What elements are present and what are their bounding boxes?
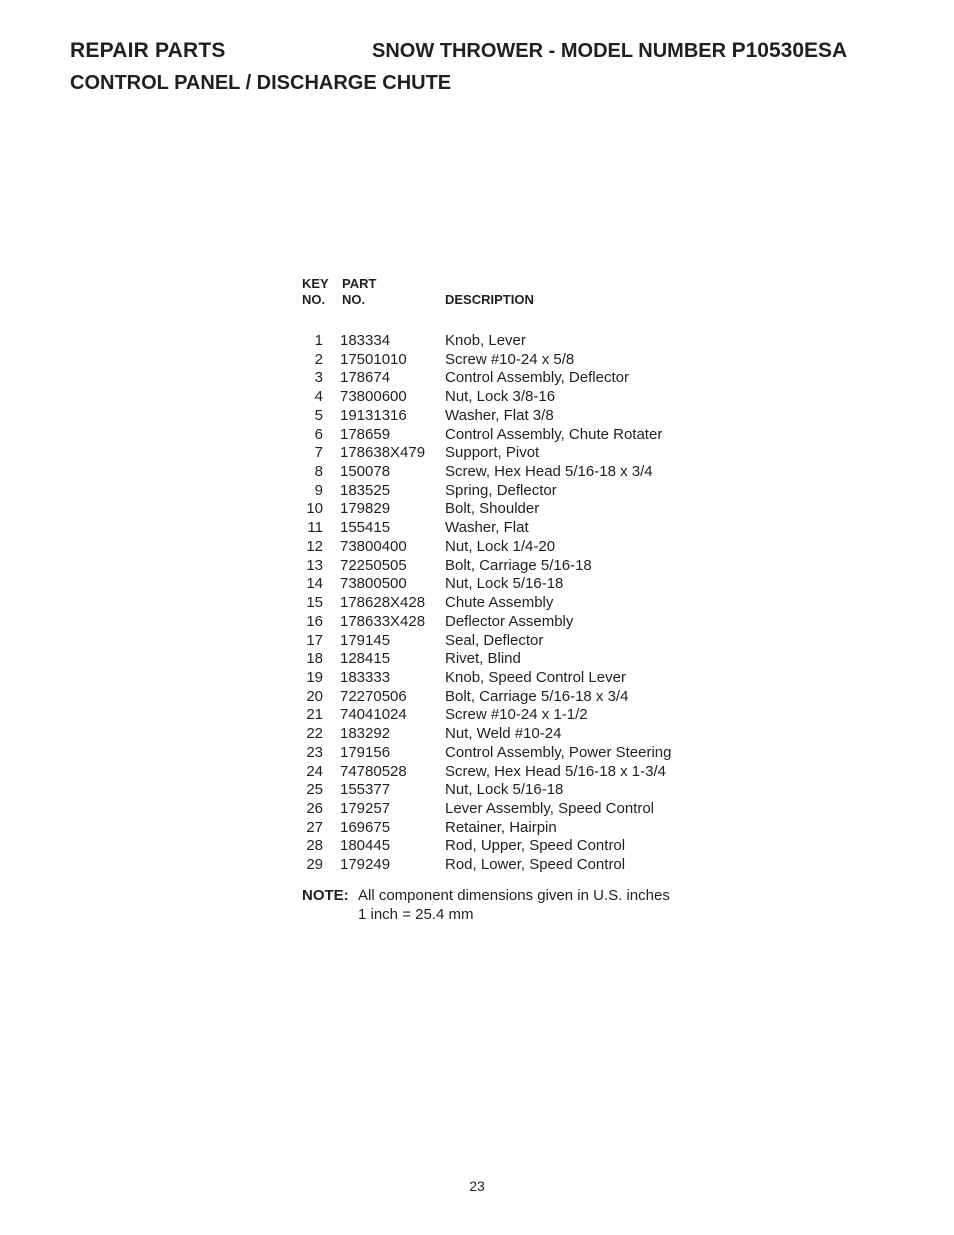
note-text-line2: 1 inch = 25.4 mm	[358, 906, 474, 923]
part-number: 179257	[340, 799, 391, 817]
part-number: 178659	[340, 425, 391, 443]
part-description: Rivet, Blind	[445, 650, 521, 668]
table-row	[300, 725, 700, 744]
table-row	[300, 444, 700, 463]
parts-list	[300, 276, 700, 875]
table-row	[300, 613, 700, 632]
key-number-header: KEY NO.	[302, 276, 329, 307]
key-number: 1	[314, 332, 323, 349]
page-number: 23	[469, 1178, 485, 1194]
key-number: 6	[314, 425, 323, 443]
table-row	[300, 351, 700, 370]
key-number: 12	[306, 537, 323, 555]
part-description: Seal, Deflector	[445, 631, 544, 649]
part-number: 150078	[340, 463, 391, 481]
key-number: 10	[306, 500, 323, 518]
part-number: 73800600	[340, 388, 407, 406]
description-header: DESCRIPTION	[445, 292, 534, 307]
table-row	[300, 557, 700, 576]
table-row	[300, 538, 700, 557]
part-number: 73800400	[340, 537, 407, 555]
part-number: 183334	[340, 332, 391, 349]
part-number: 183333	[340, 668, 391, 686]
table-row	[300, 575, 700, 594]
key-number: 21	[306, 706, 323, 724]
note-text-line1: All component dimensions given in U.S. inches	[358, 887, 670, 904]
part-description: Retainer, Hairpin	[445, 818, 557, 836]
part-number: 179145	[340, 631, 391, 649]
table-row	[300, 482, 700, 501]
table-row	[300, 688, 700, 707]
part-description: Washer, Flat 3/8	[445, 406, 554, 424]
product-prefix: SNOW THROWER - MODEL NUMBER	[372, 40, 732, 62]
key-number: 14	[306, 575, 323, 593]
table-row	[300, 837, 700, 856]
part-description: Knob, Speed Control Lever	[445, 668, 626, 686]
part-number: 155377	[340, 781, 391, 799]
part-number: 178628X428	[340, 594, 426, 612]
table-row	[300, 388, 700, 407]
part-description: Support, Pivot	[445, 444, 540, 462]
table-row	[300, 426, 700, 445]
part-number: 183292	[340, 725, 391, 743]
key-number: 18	[306, 650, 323, 668]
key-number: 5	[314, 406, 323, 424]
part-number: 179829	[340, 500, 391, 518]
part-description: Washer, Flat	[445, 519, 529, 537]
key-number: 3	[314, 369, 323, 387]
key-number: 2	[314, 350, 323, 368]
table-row	[300, 744, 700, 763]
table-row	[300, 594, 700, 613]
table-row	[300, 781, 700, 800]
part-number: 19131316	[340, 406, 407, 424]
page-subtitle: CONTROL PANEL / DISCHARGE CHUTE	[70, 72, 452, 94]
section-title: REPAIR PARTS	[70, 39, 226, 62]
part-number: 73800500	[340, 575, 407, 593]
key-number: 27	[306, 818, 323, 836]
table-row	[300, 500, 700, 519]
model-number: P10530ESA	[731, 39, 848, 62]
key-number: 4	[314, 388, 323, 406]
key-number: 23	[306, 743, 323, 761]
part-description: Bolt, Shoulder	[445, 500, 540, 518]
part-description: Screw #10-24 x 1-1/2	[445, 706, 588, 724]
part-description: Knob, Lever	[445, 332, 526, 349]
part-description: Control Assembly, Power Steering	[445, 743, 672, 761]
part-description: Chute Assembly	[445, 594, 554, 612]
part-description: Screw #10-24 x 5/8	[445, 350, 575, 368]
key-number: 13	[306, 556, 323, 574]
part-number: 74780528	[340, 762, 407, 780]
product-title	[372, 38, 847, 64]
table-row	[300, 632, 700, 651]
part-description: Nut, Lock 5/16-18	[445, 781, 564, 799]
part-description: Control Assembly, Deflector	[445, 369, 629, 387]
key-number: 22	[306, 725, 323, 743]
table-row	[300, 519, 700, 538]
table-row	[300, 856, 700, 875]
part-description: Screw, Hex Head 5/16-18 x 3/4	[445, 463, 653, 481]
key-number: 24	[306, 762, 323, 780]
part-number-header: PART NO.	[342, 276, 377, 307]
key-number: 17	[306, 631, 323, 649]
part-description: Rod, Lower, Speed Control	[445, 856, 626, 874]
part-description: Nut, Lock 5/16-18	[445, 575, 564, 593]
table-row	[300, 332, 700, 351]
part-number: 179249	[340, 856, 391, 874]
part-number: 183525	[340, 481, 391, 499]
key-number: 29	[306, 856, 323, 874]
key-number: 28	[306, 837, 323, 855]
part-number: 128415	[340, 650, 391, 668]
part-description: Nut, Lock 3/8-16	[445, 388, 556, 406]
table-row	[300, 706, 700, 725]
table-row	[300, 669, 700, 688]
part-number: 179156	[340, 743, 391, 761]
part-description: Nut, Lock 1/4-20	[445, 537, 556, 555]
part-number: 178638X479	[340, 444, 426, 462]
table-row	[300, 369, 700, 388]
part-number: 72250505	[340, 556, 407, 574]
table-row	[300, 819, 700, 838]
part-number: 169675	[340, 818, 391, 836]
part-description: Lever Assembly, Speed Control	[445, 799, 654, 817]
parts-list-rows	[300, 332, 700, 875]
key-number: 16	[306, 612, 323, 630]
part-description: Bolt, Carriage 5/16-18 x 3/4	[445, 687, 629, 705]
part-description: Deflector Assembly	[445, 612, 574, 630]
key-number: 25	[306, 781, 323, 799]
part-number: 178633X428	[340, 612, 426, 630]
part-number: 180445	[340, 837, 391, 855]
part-description: Spring, Deflector	[445, 481, 557, 499]
table-row	[300, 650, 700, 669]
part-description: Bolt, Carriage 5/16-18	[445, 556, 592, 574]
part-number: 178674	[340, 369, 391, 387]
table-row	[300, 463, 700, 482]
part-description: Rod, Upper, Speed Control	[445, 837, 626, 855]
key-number: 20	[306, 687, 323, 705]
part-number: 72270506	[340, 687, 407, 705]
table-row	[300, 407, 700, 426]
key-number: 19	[306, 668, 323, 686]
part-number: 155415	[340, 519, 391, 537]
note-label: NOTE:	[302, 887, 349, 904]
key-number: 15	[306, 594, 323, 612]
parts-list-header	[300, 276, 700, 332]
key-number: 7	[314, 444, 323, 462]
table-row	[300, 763, 700, 782]
key-number: 26	[306, 799, 323, 817]
key-number: 11	[307, 519, 323, 537]
part-number: 74041024	[340, 706, 407, 724]
table-row	[300, 800, 700, 819]
part-description: Nut, Weld #10-24	[445, 725, 562, 743]
part-number: 17501010	[340, 350, 407, 368]
part-description: Control Assembly, Chute Rotater	[445, 425, 663, 443]
key-number: 9	[314, 481, 323, 499]
part-description: Screw, Hex Head 5/16-18 x 1-3/4	[445, 762, 666, 780]
key-number: 8	[314, 463, 323, 481]
